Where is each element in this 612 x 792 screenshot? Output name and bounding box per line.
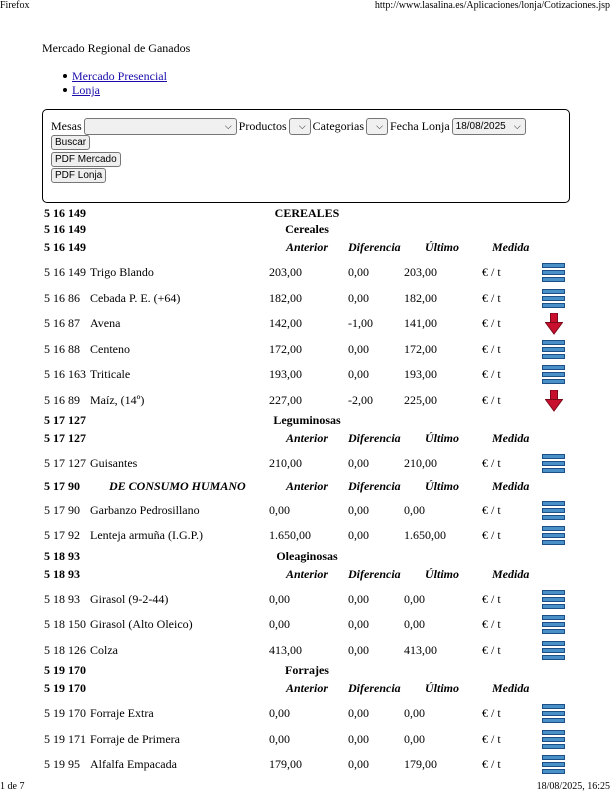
table-row-head	[42, 429, 572, 451]
item-anterior: 172,00	[269, 341, 302, 356]
item-code: 5 19 171	[44, 731, 86, 746]
item-medida: € / t	[482, 642, 501, 657]
subgroup-title: Forrajes	[285, 663, 329, 677]
item-ultimo: 0,00	[404, 731, 425, 746]
item-medida: € / t	[482, 528, 501, 542]
item-anterior: 193,00	[269, 367, 302, 381]
row-code: 5 17 127	[44, 413, 86, 427]
row-code: 5 16 149	[44, 222, 86, 236]
item-medida: € / t	[482, 502, 501, 517]
category-title: DE CONSUMO HUMANO	[109, 478, 246, 493]
pdf-mercado-button[interactable]: PDF Mercado	[51, 152, 121, 167]
price-table	[42, 206, 572, 778]
item-medida: € / t	[482, 341, 501, 356]
col-header-anterior: Anterior	[286, 566, 329, 581]
item-name: Lenteja armuña (I.G.P.)	[90, 528, 203, 542]
item-anterior: 0,00	[269, 591, 290, 606]
table-row-sub	[42, 413, 572, 429]
item-code: 5 16 149	[44, 265, 86, 279]
item-name: Avena	[90, 316, 121, 330]
item-ultimo: 172,00	[404, 341, 437, 356]
table-row-item	[42, 286, 572, 312]
productos-label: Productos	[238, 119, 287, 133]
trend-flat-icon	[542, 704, 565, 723]
search-form	[42, 109, 570, 203]
item-diferencia: 0,00	[348, 731, 369, 746]
item-diferencia: 0,00	[348, 757, 369, 771]
item-medida: € / t	[482, 617, 501, 631]
item-name: Garbanzo Pedrosillano	[90, 502, 200, 517]
trend-flat-icon	[542, 615, 565, 634]
item-ultimo: 203,00	[404, 265, 437, 279]
item-diferencia: 0,00	[348, 591, 369, 606]
mesas-label: Mesas	[51, 119, 82, 133]
col-header-medida: Medida	[492, 431, 530, 445]
col-header-medida: Medida	[492, 566, 530, 581]
item-name: Maíz, (14º)	[90, 392, 145, 407]
table-row-item	[42, 498, 572, 524]
item-ultimo: 210,00	[404, 456, 437, 470]
table-row-sub	[42, 222, 572, 238]
item-diferencia: 0,00	[348, 265, 369, 279]
page-number: 1 de 7	[0, 781, 25, 792]
categorias-select[interactable]	[366, 118, 388, 135]
table-row-headtitle	[42, 477, 572, 498]
item-anterior: 227,00	[269, 392, 302, 407]
item-name: Girasol (Alto Oleico)	[90, 617, 193, 631]
col-header-anterior: Anterior	[286, 681, 329, 695]
col-header-anterior: Anterior	[286, 240, 329, 254]
item-diferencia: 0,00	[348, 367, 369, 381]
item-name: Girasol (9-2-44)	[90, 591, 169, 606]
item-ultimo: 182,00	[404, 290, 437, 305]
item-name: Alfalfa Empacada	[90, 757, 177, 771]
nav-item	[72, 69, 167, 83]
item-diferencia: -2,00	[348, 392, 373, 407]
table-row-sub	[42, 549, 572, 565]
item-anterior: 0,00	[269, 502, 290, 517]
row-code: 5 19 170	[44, 681, 86, 695]
subgroup-title: Leguminosas	[273, 413, 341, 427]
item-code: 5 16 88	[44, 341, 80, 356]
row-code: 5 18 93	[44, 548, 80, 563]
trend-flat-icon	[542, 263, 565, 282]
trend-flat-icon	[542, 641, 565, 660]
col-header-ultimo: Último	[425, 566, 460, 581]
main-nav	[72, 69, 167, 97]
item-diferencia: 0,00	[348, 341, 369, 356]
table-row-head	[42, 238, 572, 260]
item-name: Guisantes	[90, 456, 138, 470]
item-anterior: 182,00	[269, 290, 302, 305]
row-code: 5 16 149	[44, 206, 86, 220]
col-header-medida: Medida	[492, 240, 530, 254]
print-datetime: 18/08/2025, 16:25	[536, 781, 610, 792]
trend-flat-icon	[542, 365, 565, 384]
chevron-down-icon: ⌵	[513, 121, 521, 131]
item-code: 5 16 86	[44, 290, 80, 305]
table-row-item	[42, 337, 572, 363]
item-anterior: 179,00	[269, 757, 302, 771]
item-code: 5 18 93	[44, 591, 80, 606]
item-medida: € / t	[482, 290, 501, 305]
categorias-label: Categorias	[312, 119, 364, 133]
col-header-ultimo: Último	[425, 478, 460, 493]
item-code: 5 18 150	[44, 617, 86, 631]
item-code: 5 16 89	[44, 392, 80, 407]
item-diferencia: 0,00	[348, 290, 369, 305]
table-row-item	[42, 311, 572, 337]
item-medida: € / t	[482, 367, 501, 381]
trend-flat-icon	[542, 730, 565, 749]
nav-link-mercado-presencial[interactable]: Mercado Presencial	[72, 69, 167, 83]
subgroup-title: Oleaginosas	[276, 548, 338, 563]
col-header-diferencia: Diferencia	[348, 240, 401, 254]
row-code: 5 18 93	[44, 566, 80, 581]
item-medida: € / t	[482, 265, 501, 279]
table-row-group	[42, 206, 572, 222]
item-ultimo: 0,00	[404, 617, 425, 631]
trend-down-arrow-icon	[545, 390, 563, 412]
item-ultimo: 413,00	[404, 642, 437, 657]
item-code: 5 17 127	[44, 456, 86, 470]
item-diferencia: 0,00	[348, 617, 369, 631]
item-anterior: 142,00	[269, 316, 302, 330]
item-diferencia: 0,00	[348, 642, 369, 657]
trend-flat-icon	[542, 755, 565, 774]
fecha-lonja-label: Fecha Lonja	[390, 119, 450, 133]
col-header-ultimo: Último	[425, 431, 460, 445]
col-header-diferencia: Diferencia	[348, 681, 401, 695]
item-anterior: 0,00	[269, 617, 290, 631]
item-anterior: 413,00	[269, 642, 302, 657]
item-code: 5 19 95	[44, 757, 80, 771]
item-anterior: 210,00	[269, 456, 302, 470]
mesas-select[interactable]	[84, 118, 237, 135]
table-row-item	[42, 587, 572, 613]
item-diferencia: -1,00	[348, 316, 373, 330]
fecha-lonja-value: 18/08/2025	[455, 121, 506, 132]
item-ultimo: 0,00	[404, 706, 425, 720]
item-name: Trigo Blando	[90, 265, 154, 279]
item-ultimo: 1.650,00	[404, 528, 446, 542]
table-row-item	[42, 727, 572, 753]
item-diferencia: 0,00	[348, 528, 369, 542]
table-row-head	[42, 565, 572, 587]
item-name: Centeno	[90, 341, 130, 356]
col-header-anterior: Anterior	[286, 431, 329, 445]
trend-flat-icon	[542, 590, 565, 609]
pdf-lonja-button[interactable]: PDF Lonja	[51, 168, 106, 183]
site-title: Mercado Regional de Ganados	[42, 41, 191, 55]
item-name: Forraje Extra	[90, 706, 154, 720]
row-code: 5 16 149	[44, 240, 86, 254]
item-diferencia: 0,00	[348, 456, 369, 470]
trend-flat-icon	[542, 340, 565, 359]
table-row-item	[42, 752, 572, 778]
trend-flat-icon	[542, 501, 565, 520]
chevron-down-icon: ⌵	[298, 121, 306, 131]
item-medida: € / t	[482, 456, 501, 470]
col-header-diferencia: Diferencia	[348, 566, 401, 581]
item-medida: € / t	[482, 591, 501, 606]
table-row-item	[42, 388, 572, 414]
chevron-down-icon: ⌵	[376, 121, 383, 131]
trend-down-arrow-icon	[545, 313, 563, 335]
item-medida: € / t	[482, 706, 501, 720]
item-code: 5 17 92	[44, 528, 80, 542]
item-ultimo: 141,00	[404, 316, 437, 330]
item-name: Cebada P. E. (+64)	[90, 290, 181, 305]
col-header-diferencia: Diferencia	[348, 431, 401, 445]
chevron-down-icon: ⌵	[224, 121, 232, 131]
table-row-head	[42, 679, 572, 701]
table-row-item	[42, 638, 572, 664]
productos-select[interactable]	[289, 118, 311, 135]
table-row-item	[42, 523, 572, 549]
item-name: Triticale	[90, 367, 131, 381]
item-ultimo: 0,00	[404, 502, 425, 517]
table-row-item	[42, 362, 572, 388]
row-code: 5 17 127	[44, 431, 86, 445]
item-ultimo: 225,00	[404, 392, 437, 407]
item-medida: € / t	[482, 316, 501, 330]
filter-row	[51, 118, 528, 135]
nav-item	[72, 83, 167, 97]
item-ultimo: 0,00	[404, 591, 425, 606]
item-name: Colza	[90, 642, 118, 657]
trend-flat-icon	[542, 526, 565, 545]
item-ultimo: 179,00	[404, 757, 437, 771]
item-medida: € / t	[482, 757, 501, 771]
col-header-medida: Medida	[492, 478, 530, 493]
item-code: 5 17 90	[44, 502, 80, 517]
table-row-item	[42, 612, 572, 638]
row-code: 5 17 90	[44, 478, 80, 493]
col-header-diferencia: Diferencia	[348, 478, 401, 493]
table-row-sub	[42, 663, 572, 679]
trend-flat-icon	[542, 289, 565, 308]
item-code: 5 19 170	[44, 706, 86, 720]
page-url: http://www.lasalina.es/Aplicaciones/lonja/Cotizaciones.jsp	[374, 0, 610, 11]
buscar-button[interactable]: Buscar	[51, 135, 90, 150]
item-anterior: 1.650,00	[269, 528, 311, 542]
item-medida: € / t	[482, 731, 501, 746]
col-header-medida: Medida	[492, 681, 530, 695]
item-diferencia: 0,00	[348, 706, 369, 720]
item-name: Forraje de Primera	[90, 731, 180, 746]
item-anterior: 203,00	[269, 265, 302, 279]
group-title: CEREALES	[274, 206, 340, 220]
col-header-ultimo: Último	[425, 240, 460, 254]
item-code: 5 16 163	[44, 367, 86, 381]
table-row-item	[42, 451, 572, 477]
nav-link-lonja[interactable]: Lonja	[72, 83, 100, 97]
item-anterior: 0,00	[269, 731, 290, 746]
item-code: 5 16 87	[44, 316, 80, 330]
col-header-anterior: Anterior	[286, 478, 329, 493]
table-row-item	[42, 260, 572, 286]
trend-flat-icon	[542, 454, 565, 473]
item-anterior: 0,00	[269, 706, 290, 720]
browser-app-name: Firefox	[0, 0, 30, 11]
col-header-ultimo: Último	[425, 681, 460, 695]
item-code: 5 18 126	[44, 642, 86, 657]
row-code: 5 19 170	[44, 663, 86, 677]
item-diferencia: 0,00	[348, 502, 369, 517]
subgroup-title: Cereales	[285, 222, 329, 236]
item-ultimo: 193,00	[404, 367, 437, 381]
fecha-lonja-select[interactable]	[452, 118, 526, 135]
table-row-item	[42, 701, 572, 727]
item-medida: € / t	[482, 392, 501, 407]
